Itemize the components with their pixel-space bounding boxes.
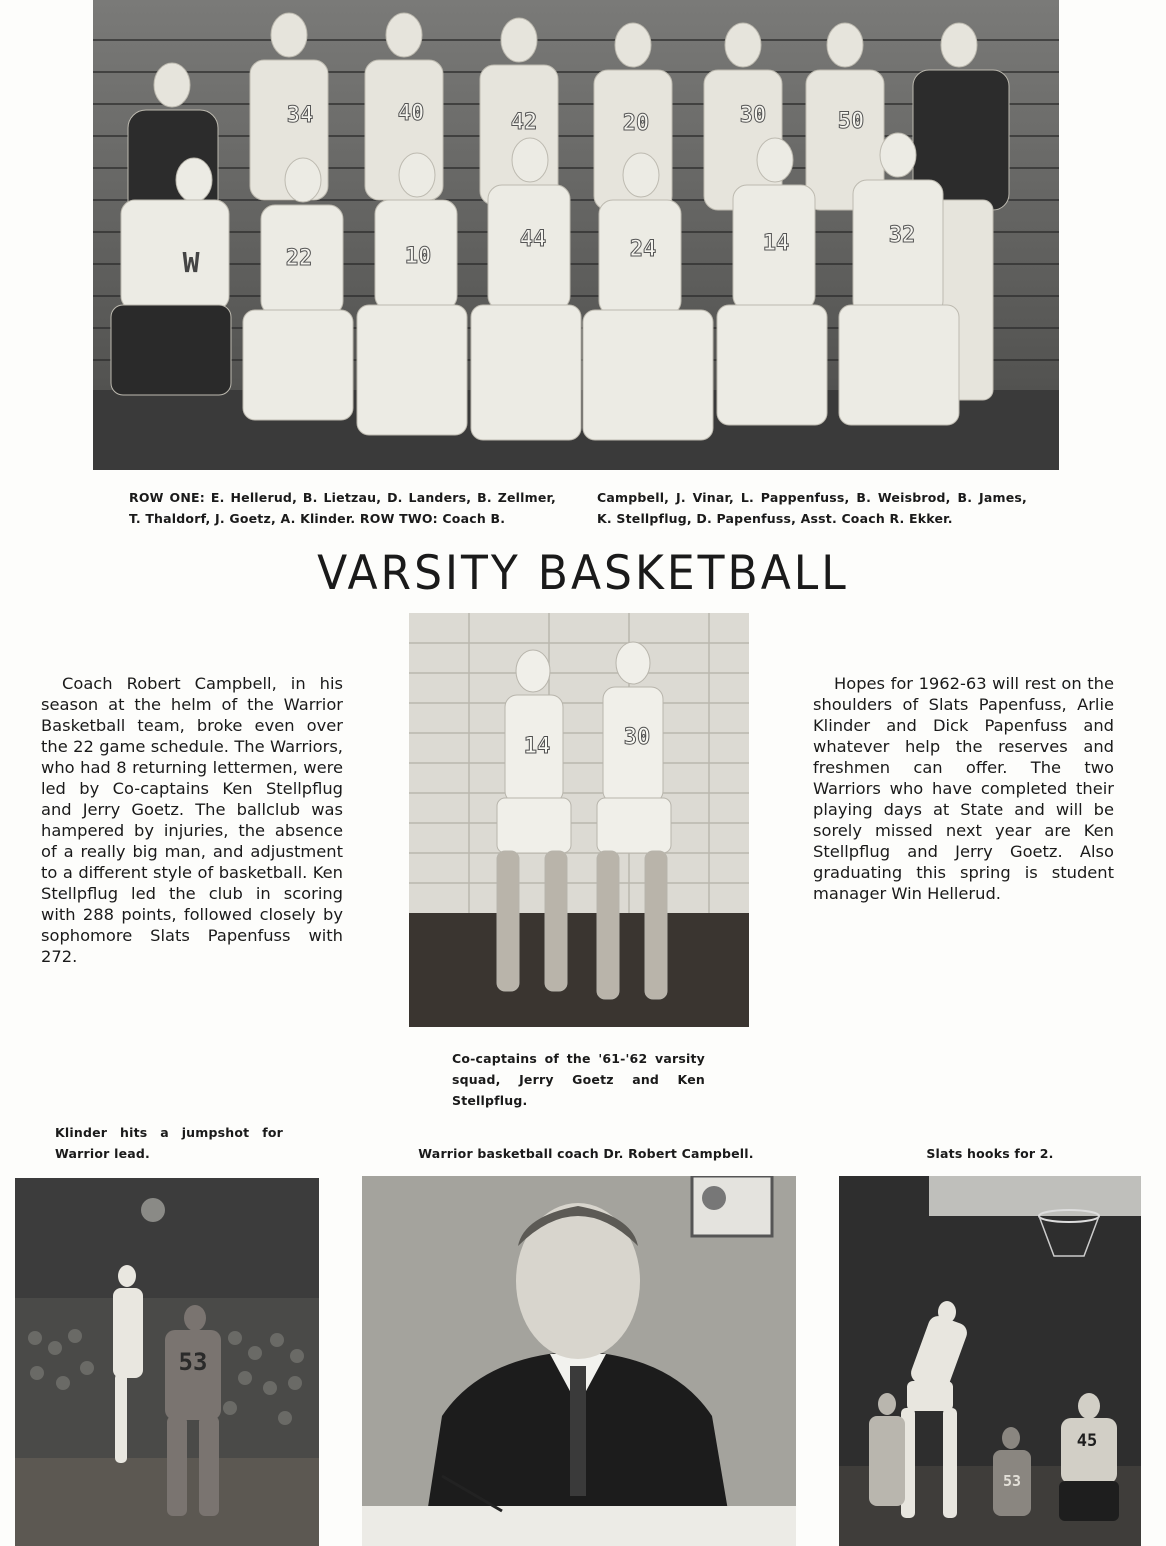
hook-shot-photo — [839, 1176, 1141, 1546]
jersey-number: 22 — [285, 246, 313, 271]
jersey-number: 14 — [523, 734, 551, 759]
jumpshot-photo — [15, 1178, 319, 1546]
jersey-number: 14 — [762, 231, 790, 256]
jersey-number: 10 — [404, 244, 432, 269]
team-caption-right: Campbell, J. Vinar, L. Pappenfuss, B. Weisbrod, B. James, K. Stellpflug, D. Papenfuss, Asst. Coach R. Ekker. — [597, 490, 1027, 526]
jersey-number: 24 — [629, 237, 657, 262]
jersey-number: 30 — [739, 103, 767, 128]
jersey-number: 30 — [623, 725, 651, 750]
cocaptains-caption: Co-captains of the '61-'62 varsity squad, Jerry Goetz and Ken Stellpflug. — [452, 1051, 705, 1108]
jersey-number: 53 — [178, 1348, 208, 1376]
jersey-number: 45 — [1076, 1431, 1098, 1451]
jersey-number: 42 — [510, 110, 538, 135]
sweater-letter: W — [182, 246, 200, 279]
article-text-left: Coach Robert Campbell, in his season at the helm of the Warrior Basketball team, broke even over the 22 game schedule. The Warriors, who had 8 returning lettermen, were led by Co-captains Ken Stellpflug and Jerry Goetz. The ballclub was hampered by injuries, the absence of a really big man, and adjustment to a different style of basketball. Ken Stellpflug led the club in scoring with 288 points, followed closely by sophomore Slats Papenfuss with 272. — [41, 674, 343, 966]
team-photo — [93, 0, 1059, 470]
jersey-number: 32 — [888, 223, 916, 248]
coach-caption: Warrior basketball coach Dr. Robert Campbell. — [418, 1146, 754, 1161]
jersey-number: 40 — [397, 101, 425, 126]
page-title: VARSITY BASKETBALL — [317, 545, 849, 602]
jumpshot-caption: Klinder hits a jumpshot for Warrior lead. — [55, 1125, 283, 1161]
jersey-number: 44 — [519, 227, 547, 252]
team-caption-left: ROW ONE: E. Hellerud, B. Lietzau, D. Landers, B. Zellmer, T. Thaldorf, J. Goetz, A. Klinder. ROW TWO: Coach B. — [129, 490, 556, 526]
jersey-number: 20 — [622, 111, 650, 136]
jersey-number: 50 — [837, 109, 865, 134]
article-text-right: Hopes for 1962-63 will rest on the shoulders of Slats Papenfuss, Arlie Klinder and Dick Papenfuss and whatever help the reserves and freshmen can offer. The two Warriors who have completed their playing days at State and will be sorely missed next year are Ken Stellpflug and Jerry Goetz. Also graduating this spring is student manager Win Hellerud. — [813, 674, 1114, 903]
coach-portrait-photo — [362, 1176, 796, 1546]
hook-shot-caption: Slats hooks for 2. — [926, 1146, 1054, 1161]
jersey-number: 53 — [1002, 1472, 1022, 1490]
jersey-number: 34 — [286, 103, 314, 128]
cocaptains-photo — [409, 613, 749, 1027]
